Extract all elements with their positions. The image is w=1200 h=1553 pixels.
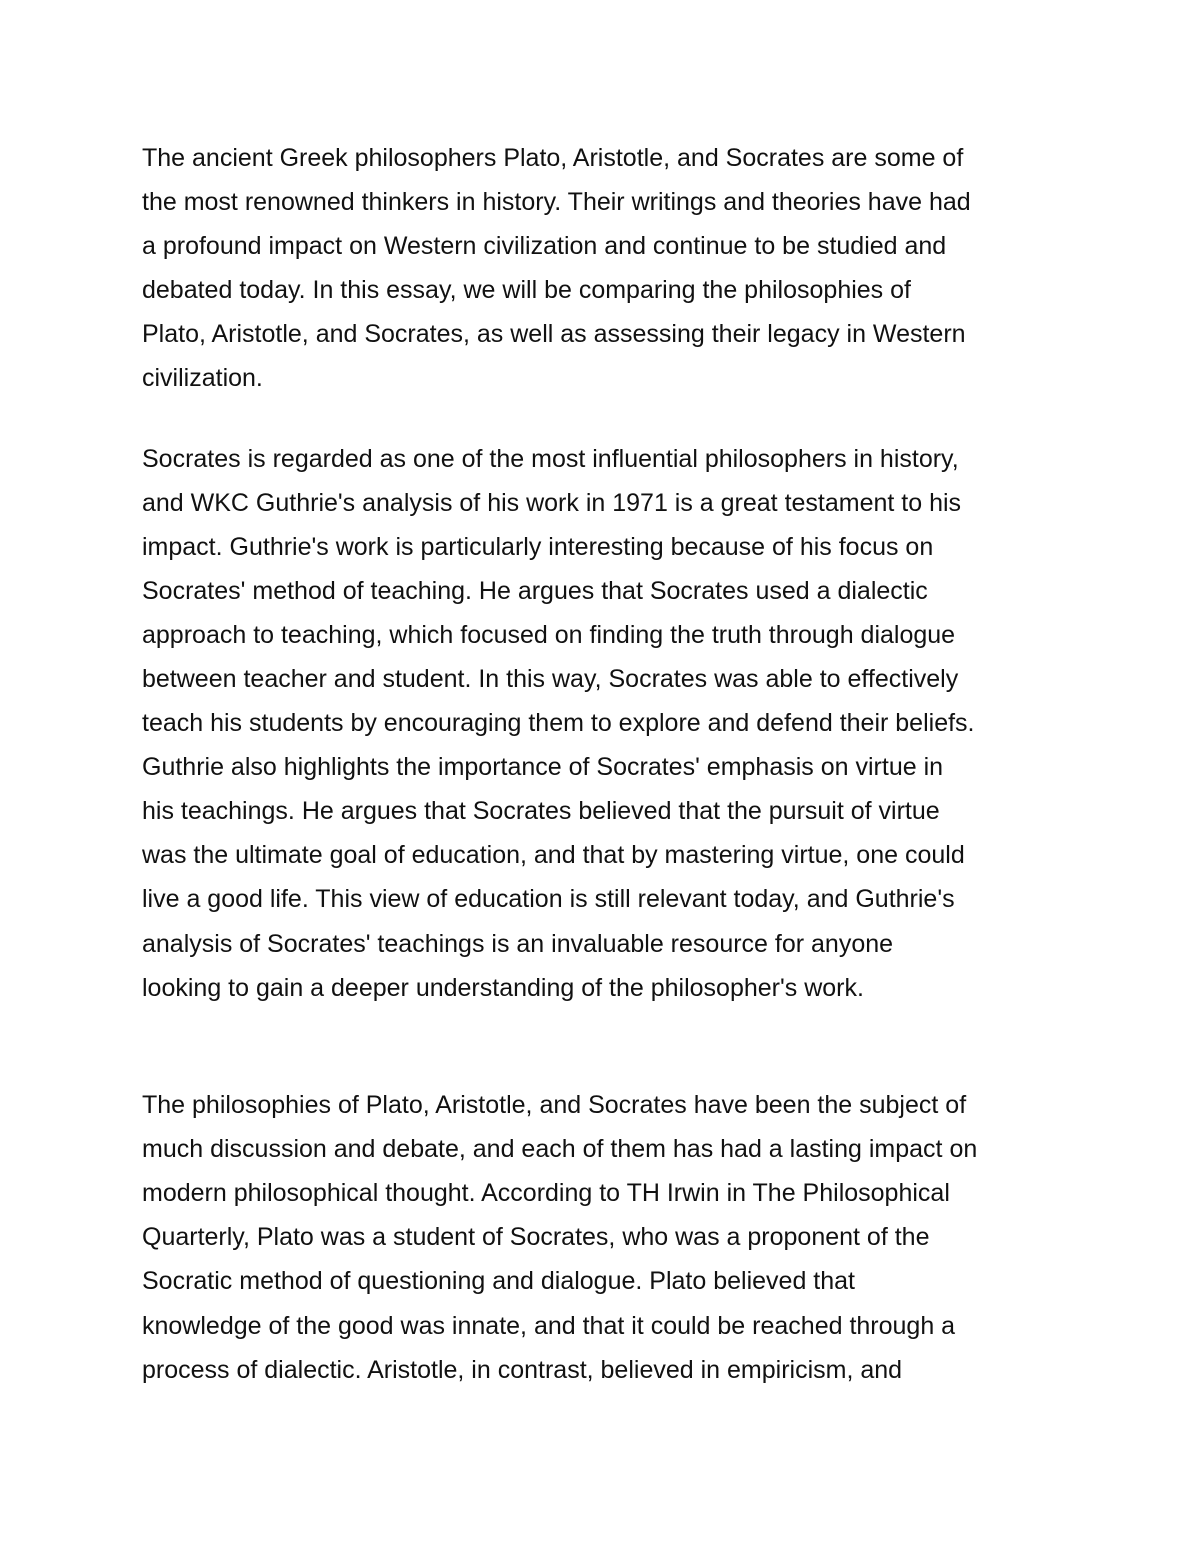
text-line: was the ultimate goal of education, and that by mastering virtue, one could	[142, 841, 965, 869]
text-line: his teachings. He argues that Socrates believed that the pursuit of virtue	[142, 797, 940, 825]
text-line: modern philosophical thought. According to TH Irwin in The Philosophical	[142, 1179, 950, 1207]
text-line: analysis of Socrates' teachings is an invaluable resource for anyone	[142, 930, 894, 958]
text-line: Guthrie also highlights the importance of Socrates' emphasis on virtue in	[142, 753, 944, 781]
text-line: looking to gain a deeper understanding of the philosopher's work.	[142, 974, 864, 1002]
text-line: live a good life. This view of education is still relevant today, and Guthrie's	[142, 885, 955, 913]
text-line: Quarterly, Plato was a student of Socrates, who was a proponent of the	[142, 1223, 930, 1251]
text-line: a profound impact on Western civilization and continue to be studied and	[142, 232, 947, 260]
text-line: Socratic method of questioning and dialogue. Plato believed that	[142, 1267, 855, 1295]
text-line: process of dialectic. Aristotle, in contrast, believed in empiricism, and	[142, 1356, 903, 1384]
text-line: knowledge of the good was innate, and that it could be reached through a	[142, 1312, 956, 1340]
text-line: much discussion and debate, and each of them has had a lasting impact on	[142, 1135, 978, 1163]
text-line: The ancient Greek philosophers Plato, Aristotle, and Socrates are some of	[142, 144, 964, 172]
text-line: Plato, Aristotle, and Socrates, as well as assessing their legacy in Western	[142, 320, 966, 348]
text-line: teach his students by encouraging them to explore and defend their beliefs.	[142, 709, 975, 737]
text-line: civilization.	[142, 364, 263, 392]
text-line: debated today. In this essay, we will be comparing the philosophies of	[142, 276, 911, 304]
text-line: approach to teaching, which focused on finding the truth through dialogue	[142, 621, 956, 649]
text-line: impact. Guthrie's work is particularly interesting because of his focus on	[142, 533, 934, 561]
text-line: between teacher and student. In this way, Socrates was able to effectively	[142, 665, 959, 693]
text-line: and WKC Guthrie's analysis of his work in 1971 is a great testament to his	[142, 489, 962, 517]
text-line: Socrates is regarded as one of the most influential philosophers in history,	[142, 445, 959, 473]
text-line: Socrates' method of teaching. He argues that Socrates used a dialectic	[142, 577, 928, 605]
text-line: The philosophies of Plato, Aristotle, and Socrates have been the subject of	[142, 1091, 967, 1119]
text-line: the most renowned thinkers in history. Their writings and theories have had	[142, 188, 971, 216]
